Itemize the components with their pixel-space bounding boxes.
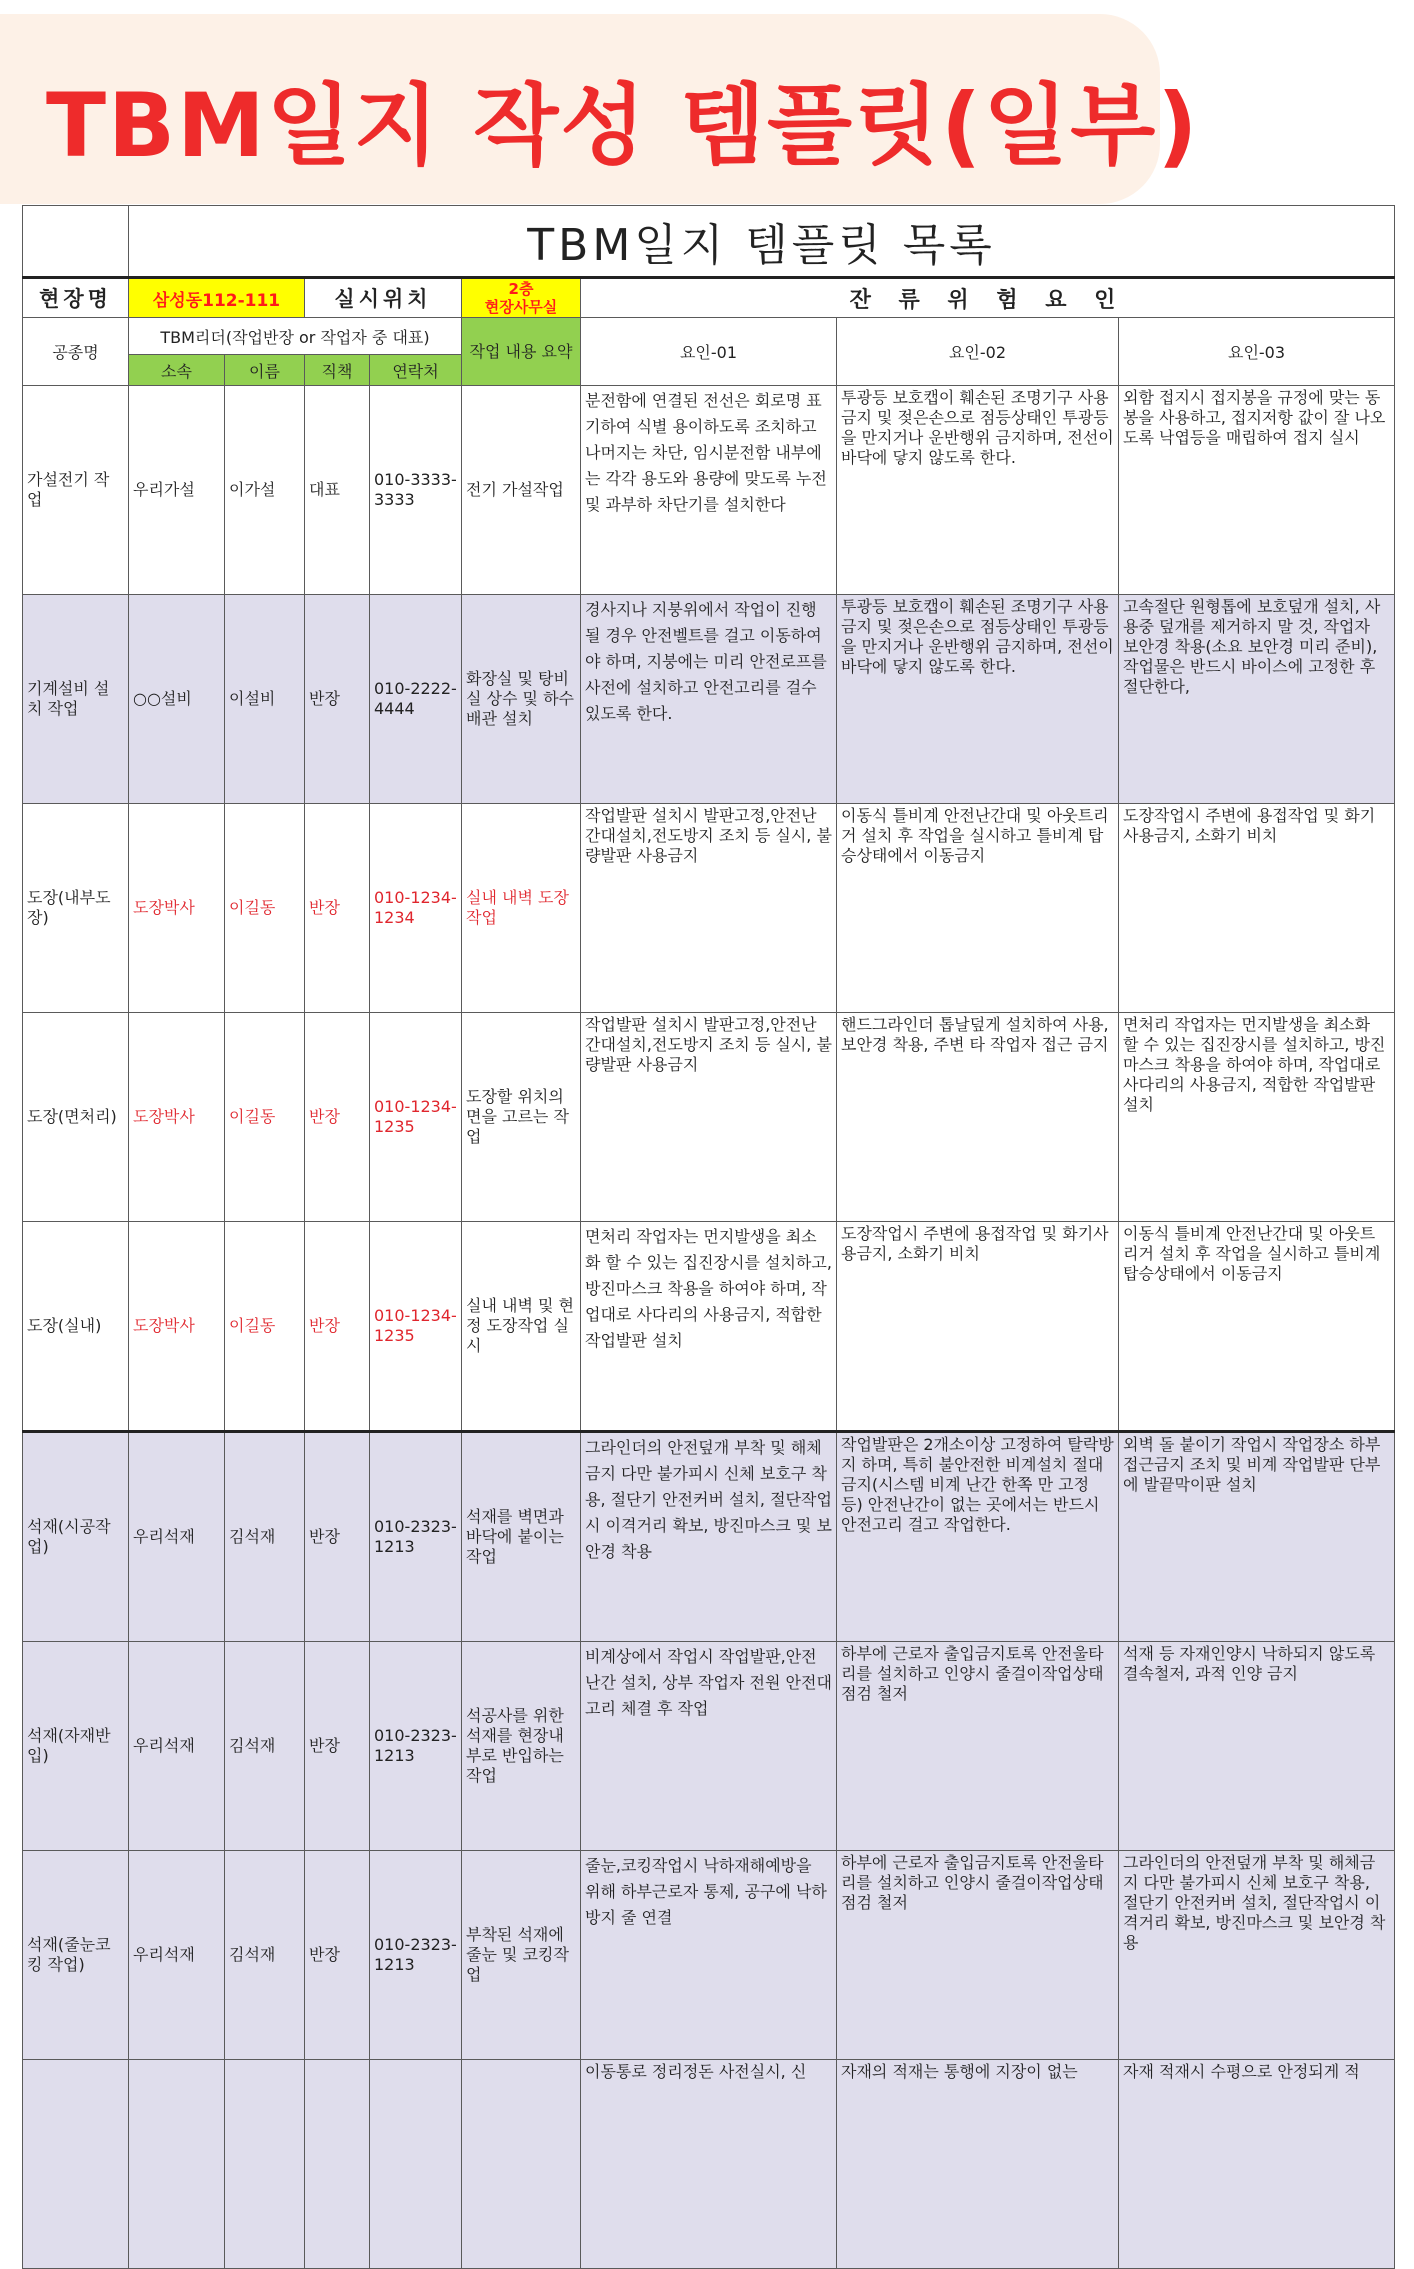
risk-factor-1-cell[interactable]: 작업발판 설치시 발판고정,안전난간대설치,전도방지 조치 등 실시, 불량발판 사용금지	[581, 1013, 837, 1222]
factor-2-label: 요인-02	[837, 318, 1119, 386]
position-cell[interactable]: 대표	[305, 386, 370, 595]
risk-factor-3-cell[interactable]: 그라인더의 안전덮개 부착 및 해체금지 다만 불가피시 신체 보호구 착용, 절단기 안전커버 설치, 절단작업시 이격거리 확보, 방진마스크 및 보안경 착용	[1119, 1851, 1395, 2060]
name-cell[interactable]: 김석재	[225, 1642, 305, 1851]
title-banner	[0, 14, 1200, 204]
risk-factor-2-cell[interactable]: 자재의 적재는 통행에 지장이 없는	[837, 2060, 1119, 2269]
risk-factor-1-cell[interactable]: 작업발판 설치시 발판고정,안전난간대설치,전도방지 조치 등 실시, 불량발판 사용금지	[581, 804, 837, 1013]
affiliation-cell[interactable]: 우리석재	[129, 1432, 225, 1642]
location-value-line1: 2층	[508, 280, 534, 298]
name-cell[interactable]: 이길동	[225, 1222, 305, 1432]
risk-factor-3-cell[interactable]: 외함 접지시 접지봉을 규정에 맞는 동봉을 사용하고, 접지저항 값이 잘 나오도록 낙엽등을 매립하여 접지 실시	[1119, 386, 1395, 595]
name-cell[interactable]: 이설비	[225, 595, 305, 804]
position-cell[interactable]: 반장	[305, 1432, 370, 1642]
trade-cell[interactable]: 도장(실내)	[23, 1222, 129, 1432]
risk-factor-1-cell[interactable]: 비계상에서 작업시 작업발판,안전난간 설치, 상부 작업자 전원 안전대 고리 체결 후 작업	[581, 1642, 837, 1851]
risk-factor-2-cell[interactable]: 작업발판은 2개소이상 고정하여 탈락방지 하며, 특히 불안전한 비계설치 절대 금지(시스템 비계 난간 한쪽 만 고정 등) 안전난간이 없는 곳에서는 반드시 안전고리 걸고 작업한다.	[837, 1432, 1119, 1642]
risk-factor-1-cell[interactable]: 분전함에 연결된 전선은 회로명 표기하여 식별 용이하도록 조치하고 나머지는 차단, 임시분전함 내부에는 각각 용도와 용량에 맞도록 누전 및 과부하 차단기를 설치한다	[581, 386, 837, 595]
name-cell[interactable]: 김석재	[225, 1851, 305, 2060]
banner-title: TBM일지 작성 템플릿(일부)	[46, 74, 1200, 177]
table-row	[23, 386, 1395, 595]
affiliation-cell[interactable]: 우리석재	[129, 1642, 225, 1851]
risk-factor-3-cell[interactable]: 도장작업시 주변에 용접작업 및 화기사용금지, 소화기 비치	[1119, 804, 1395, 1013]
name-cell[interactable]	[225, 2060, 305, 2269]
affiliation-cell[interactable]: 도장박사	[129, 1222, 225, 1432]
site-label: 현장명	[23, 278, 129, 318]
summary-cell[interactable]: 석공사를 위한 석재를 현장내부로 반입하는 작업	[462, 1642, 581, 1851]
position-cell[interactable]: 반장	[305, 1851, 370, 2060]
factor-1-label: 요인-01	[581, 318, 837, 386]
position-cell[interactable]: 반장	[305, 1222, 370, 1432]
table-row	[23, 595, 1395, 804]
risk-factor-3-cell[interactable]: 고속절단 원형톱에 보호덮개 설치, 사용중 덮개를 제거하지 말 것, 작업자 보안경 착용(소요 보안경 미리 준비), 작업물은 반드시 바이스에 고정한 후 절단한다,	[1119, 595, 1395, 804]
name-cell[interactable]: 김석재	[225, 1432, 305, 1642]
risk-factor-2-cell[interactable]: 투광등 보호캡이 훼손된 조명기구 사용금지 및 젖은손으로 점등상태인 투광등을 만지거나 운반행위 금지하며, 전선이 바닥에 닿지 않도록 한다.	[837, 386, 1119, 595]
summary-cell[interactable]: 부착된 석재에 줄눈 및 코킹작업	[462, 1851, 581, 2060]
risk-factor-1-cell[interactable]: 이동통로 정리정돈 사전실시, 신	[581, 2060, 837, 2269]
risk-factor-2-cell[interactable]: 투광등 보호캡이 훼손된 조명기구 사용금지 및 젖은손으로 점등상태인 투광등을 만지거나 운반행위 금지하며, 전선이 바닥에 닿지 않도록 한다.	[837, 595, 1119, 804]
position-cell[interactable]: 반장	[305, 1642, 370, 1851]
tbm-leader-label: TBM리더(작업반장 or 작업자 중 대표)	[129, 318, 462, 355]
contact-cell[interactable]: 010-2323-1213	[370, 1432, 462, 1642]
risk-factor-1-cell[interactable]: 면처리 작업자는 먼지발생을 최소화 할 수 있는 집진장시를 설치하고, 방진마스크 착용을 하여야 하며, 작업대로 사다리의 사용금지, 적합한 작업발판 설치	[581, 1222, 837, 1432]
risk-factor-3-cell[interactable]: 자재 적재시 수평으로 안정되게 적	[1119, 2060, 1395, 2269]
affiliation-cell[interactable]: ○○설비	[129, 595, 225, 804]
name-cell[interactable]: 이가설	[225, 386, 305, 595]
position-cell[interactable]: 반장	[305, 1013, 370, 1222]
contact-cell[interactable]: 010-1234-1234	[370, 804, 462, 1013]
contact-cell[interactable]: 010-3333-3333	[370, 386, 462, 595]
site-value[interactable]: 삼성동112-111	[129, 278, 305, 318]
risk-factor-2-cell[interactable]: 핸드그라인더 톱날덮게 설치하여 사용, 보안경 착용, 주변 타 작업자 접근 금지	[837, 1013, 1119, 1222]
work-summary-label: 작업 내용 요약	[462, 318, 581, 386]
table-row	[23, 2060, 1395, 2269]
risk-factor-1-cell[interactable]: 그라인더의 안전덮개 부착 및 해체금지 다만 불가피시 신체 보호구 착용, 절단기 안전커버 설치, 절단작업시 이격거리 확보, 방진마스크 및 보안경 착용	[581, 1432, 837, 1642]
affiliation-cell[interactable]: 도장박사	[129, 804, 225, 1013]
position-cell[interactable]: 반장	[305, 595, 370, 804]
affiliation-cell[interactable]: 우리가설	[129, 386, 225, 595]
col-position: 직책	[305, 355, 370, 386]
summary-cell[interactable]: 석재를 벽면과 바닥에 붙이는 작업	[462, 1432, 581, 1642]
col-contact: 연락처	[370, 355, 462, 386]
trade-cell[interactable]: 석재(시공작업)	[23, 1432, 129, 1642]
sheet-title: TBM일지 템플릿 목록	[129, 206, 1395, 278]
trade-cell[interactable]	[23, 2060, 129, 2269]
location-value-line2: 현장사무실	[484, 298, 558, 316]
affiliation-cell[interactable]	[129, 2060, 225, 2269]
contact-cell[interactable]: 010-2222-4444	[370, 595, 462, 804]
table-row	[23, 1222, 1395, 1432]
table-row	[23, 1013, 1395, 1222]
trade-cell[interactable]: 도장(내부도장)	[23, 804, 129, 1013]
contact-cell[interactable]: 010-1234-1235	[370, 1222, 462, 1432]
trade-cell[interactable]: 가설전기 작업	[23, 386, 129, 595]
risk-factor-1-cell[interactable]: 줄눈,코킹작업시 낙하재해예방을 위해 하부근로자 통제, 공구에 낙하방지 줄 연결	[581, 1851, 837, 2060]
factor-3-label: 요인-03	[1119, 318, 1395, 386]
risk-factor-2-cell[interactable]: 하부에 근로자 출입금지토록 안전울타리를 설치하고 인양시 줄걸이작업상태 점검 철저	[837, 1642, 1119, 1851]
trade-cell[interactable]: 기계설비 설치 작업	[23, 595, 129, 804]
summary-cell[interactable]	[462, 2060, 581, 2269]
summary-cell[interactable]: 도장할 위치의 면을 고르는 작업	[462, 1013, 581, 1222]
col-affiliation: 소속	[129, 355, 225, 386]
risk-factor-1-cell[interactable]: 경사지나 지붕위에서 작업이 진행될 경우 안전벨트를 걸고 이동하여야 하며, 지붕에는 미리 안전로프를 사전에 설치하고 안전고리를 걸수 있도록 한다.	[581, 595, 837, 804]
contact-cell[interactable]: 010-1234-1235	[370, 1013, 462, 1222]
trade-cell[interactable]: 석재(줄눈코킹 작업)	[23, 1851, 129, 2060]
risk-factor-3-cell[interactable]: 외벽 돌 붙이기 작업시 작업장소 하부 접근금지 조치 및 비계 작업발판 단부에 발끝막이판 설치	[1119, 1432, 1395, 1642]
trade-cell[interactable]: 도장(면처리)	[23, 1013, 129, 1222]
name-cell[interactable]: 이길동	[225, 1013, 305, 1222]
name-cell[interactable]: 이길동	[225, 804, 305, 1013]
location-value[interactable]	[462, 278, 581, 318]
tbm-template-table	[22, 205, 1395, 2269]
table-row	[23, 1642, 1395, 1851]
residual-risk-header: 잔 류 위 험 요 인	[581, 278, 1395, 318]
risk-factor-2-cell[interactable]: 하부에 근로자 출입금지토록 안전울타리를 설치하고 인양시 줄걸이작업상태 점검 철저	[837, 1851, 1119, 2060]
summary-cell[interactable]: 실내 내벽 도장작업	[462, 804, 581, 1013]
location-label: 실시위치	[305, 278, 462, 318]
tbm-template-sheet	[22, 205, 1394, 2081]
affiliation-cell[interactable]: 도장박사	[129, 1013, 225, 1222]
contact-cell[interactable]	[370, 2060, 462, 2269]
position-cell[interactable]: 반장	[305, 804, 370, 1013]
title-corner-cell	[23, 206, 129, 278]
contact-cell[interactable]: 010-2323-1213	[370, 1642, 462, 1851]
risk-factor-3-cell[interactable]: 면처리 작업자는 먼지발생을 최소화 할 수 있는 집진장시를 설치하고, 방진마스크 착용을 하여야 하며, 작업대로 사다리의 사용금지, 적합한 작업발판 설치	[1119, 1013, 1395, 1222]
risk-factor-3-cell[interactable]: 석재 등 자재인양시 낙하되지 않도록 결속철저, 과적 인양 금지	[1119, 1642, 1395, 1851]
col-name: 이름	[225, 355, 305, 386]
table-row	[23, 1851, 1395, 2060]
position-cell[interactable]	[305, 2060, 370, 2269]
risk-factor-2-cell[interactable]: 이동식 틀비계 안전난간대 및 아웃트리거 설치 후 작업을 실시하고 틀비계 탑승상태에서 이동금지	[837, 804, 1119, 1013]
contact-cell[interactable]: 010-2323-1213	[370, 1851, 462, 2060]
risk-factor-2-cell[interactable]: 도장작업시 주변에 용접작업 및 화기사용금지, 소화기 비치	[837, 1222, 1119, 1432]
table-row	[23, 804, 1395, 1013]
summary-cell[interactable]: 전기 가설작업	[462, 386, 581, 595]
summary-cell[interactable]: 화장실 및 탕비실 상수 및 하수 배관 설치	[462, 595, 581, 804]
trade-label: 공종명	[23, 318, 129, 386]
table-row	[23, 1432, 1395, 1642]
risk-factor-3-cell[interactable]: 이동식 틀비계 안전난간대 및 아웃트리거 설치 후 작업을 실시하고 틀비계 탑승상태에서 이동금지	[1119, 1222, 1395, 1432]
trade-cell[interactable]: 석재(자재반입)	[23, 1642, 129, 1851]
summary-cell[interactable]: 실내 내벽 및 현정 도장작업 실시	[462, 1222, 581, 1432]
affiliation-cell[interactable]: 우리석재	[129, 1851, 225, 2060]
